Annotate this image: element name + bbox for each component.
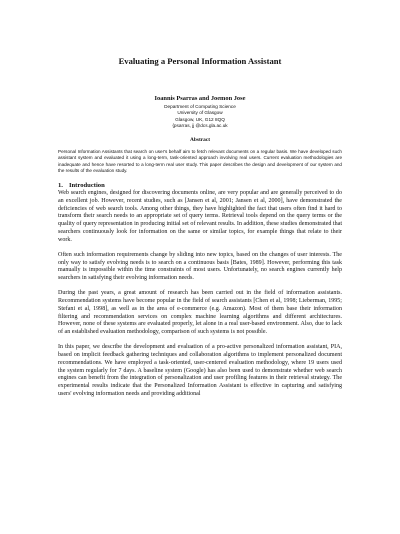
affiliation-department: Department of Computing Science <box>164 104 236 109</box>
abstract-heading: Abstract <box>189 137 211 144</box>
affiliation-university: University of Glasgow <box>177 110 223 116</box>
body-paragraph: In this paper, we describe the development and evaluation of a pro-active personalized information assistant, PIA, based on implicit feedback gathering techniques and collaboration algorithms to implement personalized document recommendations. We have employed a task-oriented, user-centered evaluation methodology, where 19 users used the system regularly for 7 days. A baseline system (Google) has also been used to demonstrate whether web search engines can benefit from the integration of personalization and user profiling features in their retrieval strategy. The experimental results indicate that the Personalized Information Assistant is effective in capturing and satisfying users' evolving information needs and providing additional <box>58 344 342 397</box>
body-paragraph: Web search engines, designed for discovering documents online, are very popular and are generally perceived to do an excellent job. However, recent studies, such as [Jansen et al, 2001; Jansen et al, 2000], have demonstrated the deficiencies of web search tools. Among other things, they have highlighted the fact that users often find it hard to transform their search needs to an appropriate set of query terms. Retrieval tools depend on the query terms or the quality of query representation in producing initial set of relevant results. In addition, these studies demonstrated that searchers continuously look for information on the same or similar topics, for example things that relate to their work. <box>58 190 342 243</box>
body-paragraph: Often such information requirements change by sliding into new topics, based on the changes of user interests. The only way to satisfy evolving needs is to search on a continuous basis [Bates, 1989]. However, performing this task manually is impossible within the time constraints of most users. Unfortunately, no search engines currently help searchers in satisfying their evolving information needs. <box>58 251 342 282</box>
body-paragraph: During the past years, a great amount of research has been carried out in the field of information assistants. Recommendation systems have become popular in the field of search assistants [Chen et al, 1998; Lieberman, 1995; Stefani et al, 1998], as well as in the area of e-commerce (e.g. Amazon). Most of them base their information filtering and recommendation services on complex machine learning algorithms and different architectures. However, none of these systems are evaluated properly, let alone in a real user-based environment. Also, due to lack of an established evaluation methodology, comparison of such systems is not possible. <box>58 290 342 335</box>
paper-title: Evaluating a Personal Information Assistant <box>118 56 282 66</box>
author-affiliation <box>58 104 342 129</box>
section-title: Introduction <box>68 182 105 190</box>
section-number: 1. <box>58 182 63 190</box>
author-names: Ioannis Psarras and Joemon Jose <box>154 95 246 102</box>
abstract-text: Personal Information Assistants that search on user's behalf aim to fetch relevant documents on a regular basis. We have developed such assistant system and evaluated it using a long-term, task-oriented approach involving real users. Current evaluation methodologies are inadequate and hence have resorted to a long-term real user study. This paper describes the design and development of our system and the results of the evaluation study. <box>58 149 342 174</box>
section-body <box>58 190 342 398</box>
affiliation-email: {psarras, jj @dcs.gla.ac.uk <box>172 122 228 128</box>
affiliation-address: Glasgow, UK, G12 8QQ <box>175 116 225 122</box>
